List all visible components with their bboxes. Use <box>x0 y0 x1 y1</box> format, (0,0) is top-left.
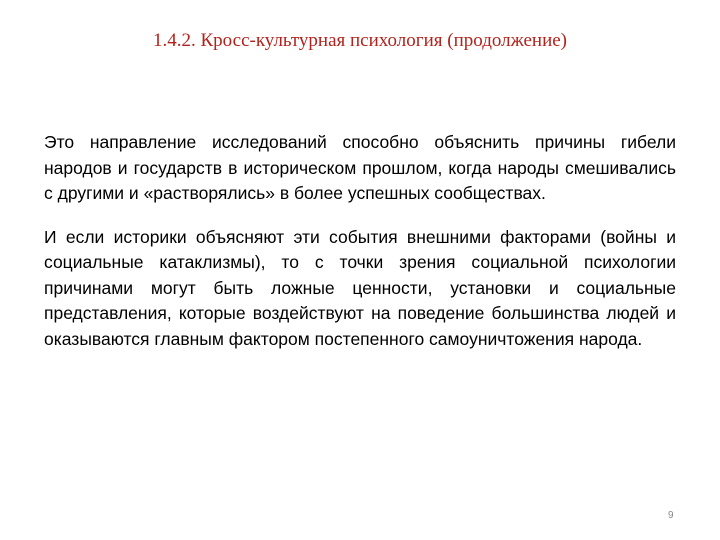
page-number: 9 <box>668 510 674 521</box>
slide-title: 1.4.2. Кросс-культурная психология (продолжение) <box>152 30 567 51</box>
body-paragraph-2: И если историки объясняют эти события внешними факторами (войны и социальные катаклизмы), то с точки зрения социальной психологии причинами могут быть ложные ценности, установки и социальные представления, которые воздействуют на поведение большинства людей и оказываются главным фактором постепенного самоуничтожения народа. <box>44 226 676 349</box>
slide-body <box>44 130 676 370</box>
body-paragraph-1: Это направление исследований способно объяснить причины гибели народов и государств в историческом прошлом, когда народы смешивались с другими и «растворялись» в более успешных сообществах. <box>44 132 676 203</box>
